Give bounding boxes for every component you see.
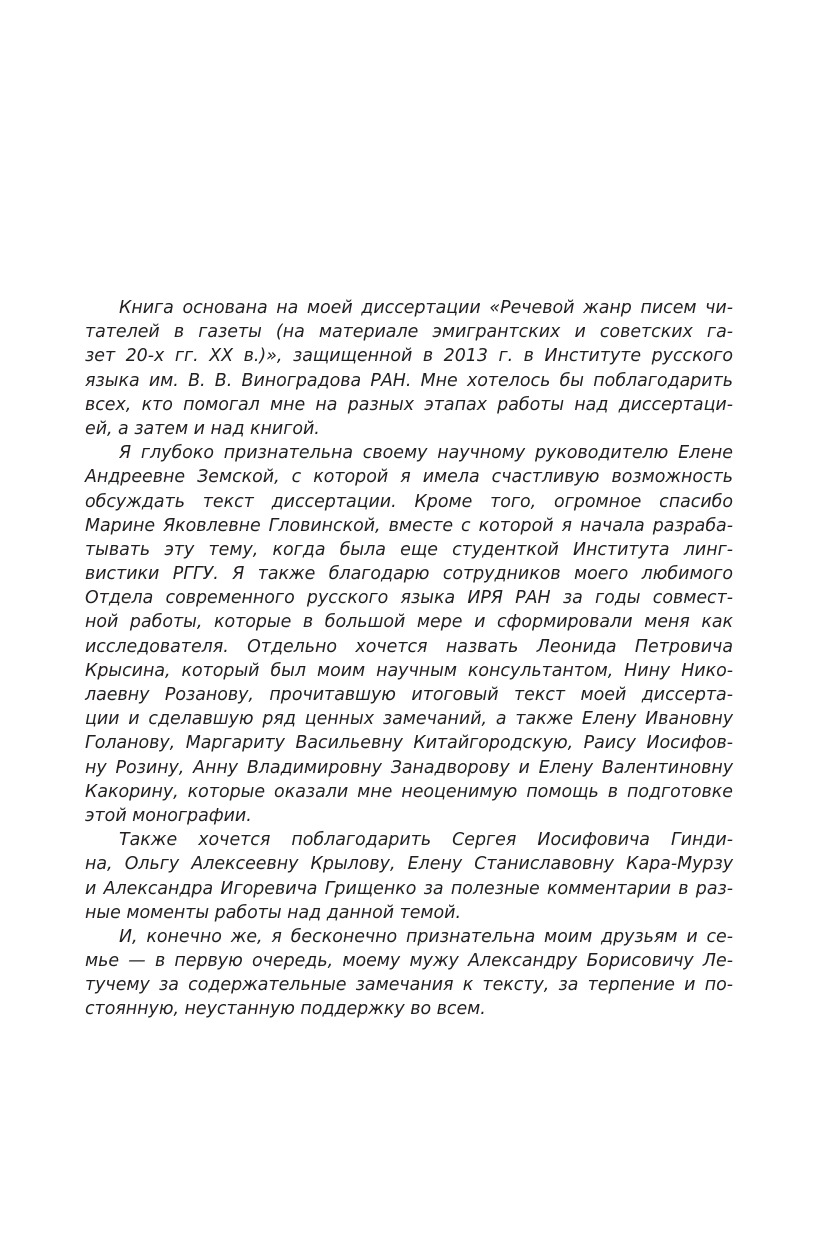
text-line: ной работы, которые в большой мере и сформировали меня как	[85, 612, 733, 633]
acknowledgements-text	[85, 296, 733, 1022]
text-line: И, конечно же, я бесконечно признательна моим друзьям и се-	[119, 926, 733, 947]
text-line: языка им. В. В. Виноградова РАН. Мне хотелось бы поблагодарить	[85, 370, 733, 391]
text-line: и Александра Игоревича Грищенко за полезные комментарии в раз-	[85, 878, 733, 899]
paragraph	[85, 828, 733, 925]
paragraph	[85, 925, 733, 1022]
text-line: мье — в первую очередь, моему мужу Александру Борисовичу Ле-	[85, 951, 733, 972]
text-line: Андреевне Земской, с которой я имела счастливую возможность	[85, 467, 733, 488]
text-line: всех, кто помогал мне на разных этапах работы над диссертаци-	[85, 394, 733, 415]
text-line: Голанову, Маргариту Васильевну Китайгородскую, Раису Иосифов-	[85, 733, 733, 754]
text-line: Книга основана на моей диссертации «Речевой жанр писем чи-	[119, 298, 733, 318]
text-line: вистики РГГУ. Я также благодарю сотрудников моего любимого	[85, 564, 733, 585]
text-line: тателей в газеты (на материале эмигрантских и советских га-	[85, 322, 733, 343]
paragraph	[85, 441, 733, 828]
text-line: ции и сделавшую ряд ценных замечаний, а также Елену Ивановну	[85, 709, 733, 730]
text-line: зет 20-х гг. XX в.)», защищенной в 2013 г. в Институте русского	[85, 346, 733, 367]
text-line: стоянную, неустанную поддержку во всем.	[85, 999, 486, 1020]
text-line: тучему за содержательные замечания к тексту, за терпение и по-	[85, 975, 733, 996]
text-line: ну Розину, Анну Владимировну Занадворову и Елену Валентиновну	[85, 757, 733, 778]
text-line: Отдела современного русского языка ИРЯ РАН за годы совмест-	[85, 588, 733, 609]
text-line: на, Ольгу Алексеевну Крылову, Елену Станиславовну Кара-Мурзу	[85, 854, 733, 875]
text-line: обсуждать текст диссертации. Кроме того, огромное спасибо	[85, 491, 733, 512]
text-line: лаевну Розанову, прочитавшую итоговый текст моей диссерта-	[85, 685, 733, 705]
text-line: исследователя. Отдельно хочется назвать Леонида Петровича	[85, 636, 733, 657]
text-line: Я глубоко признательна своему научному руководителю Елене	[119, 443, 733, 464]
text-line: этой монографии.	[85, 805, 252, 826]
paragraph	[85, 296, 733, 441]
text-line: ей, а затем и над книгой.	[85, 418, 320, 439]
text-line: Марине Яковлевне Гловинской, вместе с которой я начала разраба-	[85, 515, 733, 536]
text-line: Крысина, который был моим научным консультантом, Нину Нико-	[85, 660, 733, 681]
text-line: Также хочется поблагодарить Сергея Иосифовича Гинди-	[119, 830, 733, 851]
text-line: тывать эту тему, когда была еще студенткой Института линг-	[85, 539, 733, 560]
text-line: ные моменты работы над данной темой.	[85, 902, 462, 923]
text-line: Какорину, которые оказали мне неоценимую помощь в подготовке	[85, 781, 733, 802]
